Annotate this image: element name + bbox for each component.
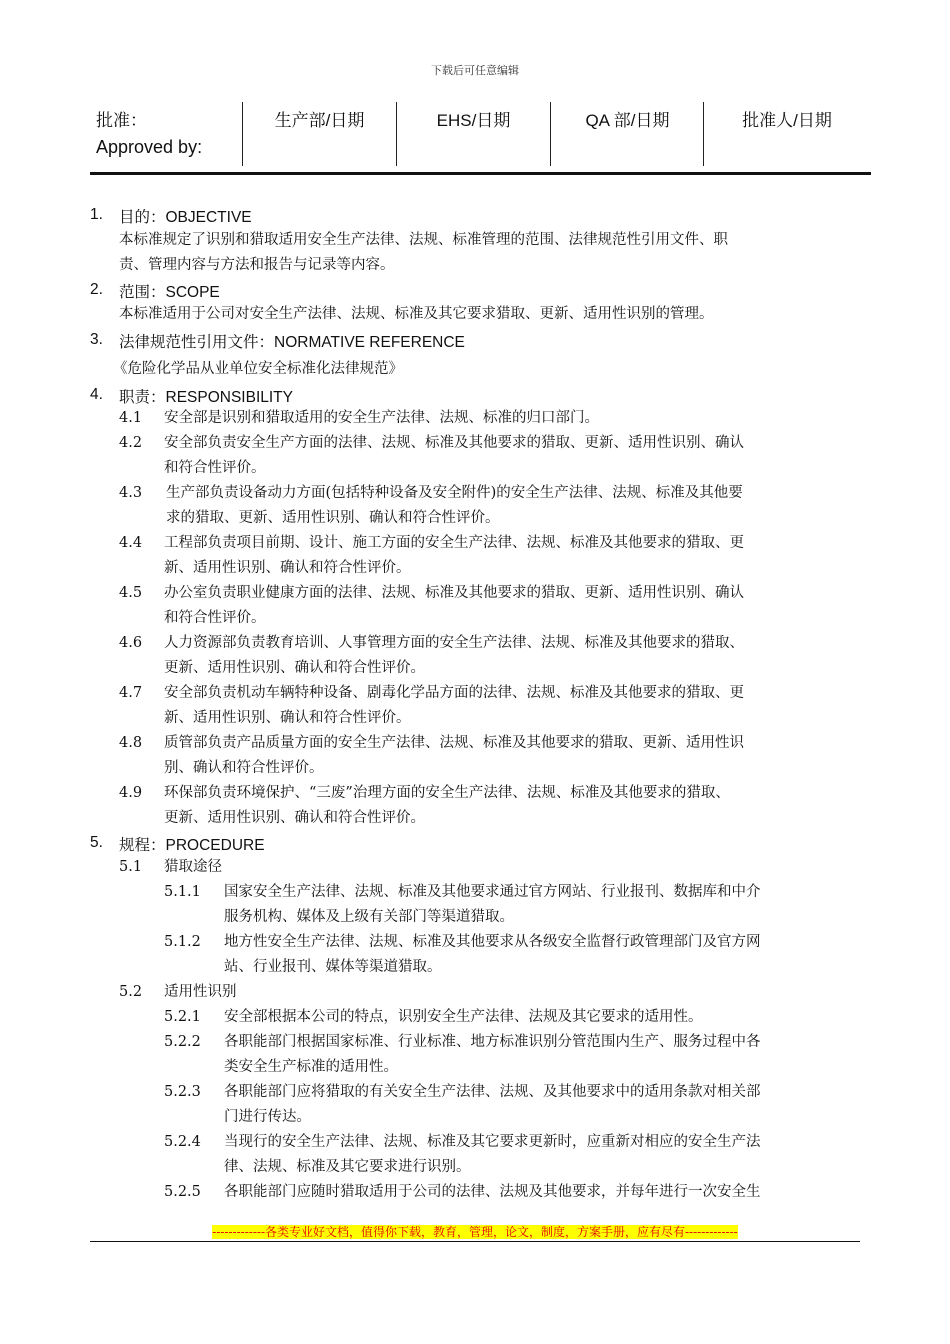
responsibility-item <box>164 431 744 481</box>
item-number: 4.4 <box>119 535 143 551</box>
page-header: 下载后可任意编辑 <box>431 64 519 77</box>
text-line: 质管部负责产品质量方面的安全生产法律、法规、标准及其他要求的猎取、更新、适用性识 <box>164 735 744 751</box>
item-number: 4.7 <box>119 685 143 701</box>
procedure-item <box>224 1005 703 1030</box>
footer-banner <box>0 1223 950 1240</box>
text-line: 办公室负责职业健康方面的法律、法规、标准及其他要求的猎取、更新、适用性识别、确认 <box>164 585 744 601</box>
section-number: 1. <box>90 206 103 223</box>
section-title: 法律规范性引用文件：NORMATIVE REFERENCE <box>119 334 465 351</box>
item-number: 5.2.3 <box>164 1084 201 1100</box>
text-line: 类安全生产标准的适用性。 <box>224 1059 398 1075</box>
text-line: 站、行业报刊、媒体等渠道猎取。 <box>224 959 442 975</box>
subsection-title: 适用性识别 <box>164 984 237 1000</box>
approval-col-label: 生产部/日期 <box>274 111 365 130</box>
text-line: 工程部负责项目前期、设计、施工方面的安全生产法律、法规、标准及其他要求的猎取、更 <box>164 535 744 551</box>
text-line: 当现行的安全生产法律、法规、标准及其它要求更新时，应重新对相应的安全生产法 <box>224 1134 761 1150</box>
section-number: 5. <box>90 834 103 851</box>
text-line: 各职能部门应随时猎取适用于公司的法律、法规及其他要求，并每年进行一次安全生 <box>224 1184 761 1200</box>
responsibility-item <box>164 681 744 731</box>
text-line: 国家安全生产法律、法规、标准及其他要求通过官方网站、行业报刊、数据库和中介 <box>224 884 761 900</box>
approval-col-production <box>243 100 396 168</box>
text-line: 律、法规、标准及其它要求进行识别。 <box>224 1159 471 1175</box>
subsection-number: 5.1 <box>119 859 143 875</box>
item-number: 5.2.5 <box>164 1184 201 1200</box>
text-line: 安全部根据本公司的特点，识别安全生产法律、法规及其它要求的适用性。 <box>224 1009 703 1025</box>
item-number: 5.2.4 <box>164 1134 201 1150</box>
text-line: 责、管理内容与方法和报告与记录等内容。 <box>119 257 395 273</box>
responsibility-item <box>164 406 599 431</box>
approval-col-label: QA 部/日期 <box>585 111 670 130</box>
text-line: 门进行传达。 <box>224 1109 311 1125</box>
item-number: 4.6 <box>119 635 143 651</box>
objective-text <box>119 228 859 278</box>
item-number: 5.1.2 <box>164 934 201 950</box>
approval-col-approver <box>704 100 870 168</box>
text-line: 地方性安全生产法律、法规、标准及其他要求从各级安全监督行政管理部门及官方网 <box>224 934 761 950</box>
approval-label-cn: 批准： <box>96 111 147 130</box>
header-rule <box>90 172 871 175</box>
subsection-title: 猎取途径 <box>164 859 222 875</box>
footer-text: -------------各类专业好文档，值得你下载，教育，管理，论文，制度，方案手册，应有尽有------------- <box>212 1225 738 1239</box>
section-title: 目的：OBJECTIVE <box>119 209 252 226</box>
text-line: 更新、适用性识别、确认和符合性评价。 <box>164 810 425 826</box>
text-line: 和符合性评价。 <box>164 460 266 476</box>
procedure-item <box>224 1180 761 1205</box>
section-number: 2. <box>90 281 103 298</box>
item-number: 5.2.1 <box>164 1009 201 1025</box>
section-number: 3. <box>90 331 103 348</box>
item-number: 4.9 <box>119 785 143 801</box>
responsibility-item <box>164 631 744 681</box>
text-line: 别、确认和符合性评价。 <box>164 760 324 776</box>
text-line: 本标准规定了识别和猎取适用安全生产法律、法规、标准管理的范围、法律规范性引用文件、职 <box>119 232 728 248</box>
approval-label-en: Approved by: <box>96 137 203 157</box>
text-line: 求的猎取、更新、适用性识别、确认和符合性评价。 <box>166 510 500 526</box>
footer-rule <box>90 1241 860 1242</box>
item-number: 5.1.1 <box>164 884 201 900</box>
subsection-number: 5.2 <box>119 984 143 1000</box>
text-line: 安全部是识别和猎取适用的安全生产法律、法规、标准的归口部门。 <box>164 410 599 426</box>
item-number: 4.3 <box>119 485 143 501</box>
text-line: 新、适用性识别、确认和符合性评价。 <box>164 710 411 726</box>
text-line: 各职能部门根据国家标准、行业标准、地方标准识别分管范围内生产、服务过程中各 <box>224 1034 761 1050</box>
text-line: 更新、适用性识别、确认和符合性评价。 <box>164 660 425 676</box>
scope-text: 本标准适用于公司对安全生产法律、法规、标准及其它要求猎取、更新、适用性识别的管理。 <box>119 306 714 322</box>
procedure-item <box>224 930 761 980</box>
text-line: 环保部负责环境保护、“三废”治理方面的安全生产法律、法规、标准及其他要求的猎取、 <box>164 785 730 801</box>
approval-col-label: EHS/日期 <box>436 111 511 130</box>
approval-col-label: 批准人/日期 <box>742 111 832 130</box>
item-number: 5.2.2 <box>164 1034 201 1050</box>
procedure-item <box>224 1030 761 1080</box>
text-line: 新、适用性识别、确认和符合性评价。 <box>164 560 411 576</box>
text-line: 人力资源部负责教育培训、人事管理方面的安全生产法律、法规、标准及其他要求的猎取、 <box>164 635 744 651</box>
procedure-item <box>224 880 761 930</box>
reference-text: 《危险化学品从业单位安全标准化法律规范》 <box>113 361 403 377</box>
item-number: 4.5 <box>119 585 143 601</box>
approval-table <box>90 100 870 168</box>
item-number: 4.1 <box>119 410 143 426</box>
text-line: 服务机构、媒体及上级有关部门等渠道猎取。 <box>224 909 514 925</box>
approval-col-qa <box>551 100 704 168</box>
text-line: 安全部负责机动车辆特种设备、剧毒化学品方面的法律、法规、标准及其他要求的猎取、更 <box>164 685 744 701</box>
procedure-item <box>224 1130 761 1180</box>
section-title: 范围：SCOPE <box>119 284 220 301</box>
responsibility-item <box>164 731 744 781</box>
procedure-item <box>224 1080 761 1130</box>
text-line: 生产部负责设备动力方面(包括特种设备及安全附件)的安全生产法律、法规、标准及其他要 <box>166 485 743 501</box>
section-title: 职责：RESPONSIBILITY <box>119 389 293 406</box>
section-title: 规程：PROCEDURE <box>119 837 265 854</box>
text-line: 和符合性评价。 <box>164 610 266 626</box>
approval-label-cell <box>96 100 236 168</box>
responsibility-item <box>164 581 744 631</box>
text-line: 安全部负责安全生产方面的法律、法规、标准及其他要求的猎取、更新、适用性识别、确认 <box>164 435 744 451</box>
item-number: 4.2 <box>119 435 143 451</box>
section-number: 4. <box>90 386 103 403</box>
text-line: 各职能部门应将猎取的有关安全生产法律、法规、及其他要求中的适用条款对相关部 <box>224 1084 761 1100</box>
responsibility-item <box>164 781 730 831</box>
responsibility-item <box>166 481 743 531</box>
responsibility-item <box>164 531 744 581</box>
approval-col-ehs <box>397 100 550 168</box>
item-number: 4.8 <box>119 735 143 751</box>
